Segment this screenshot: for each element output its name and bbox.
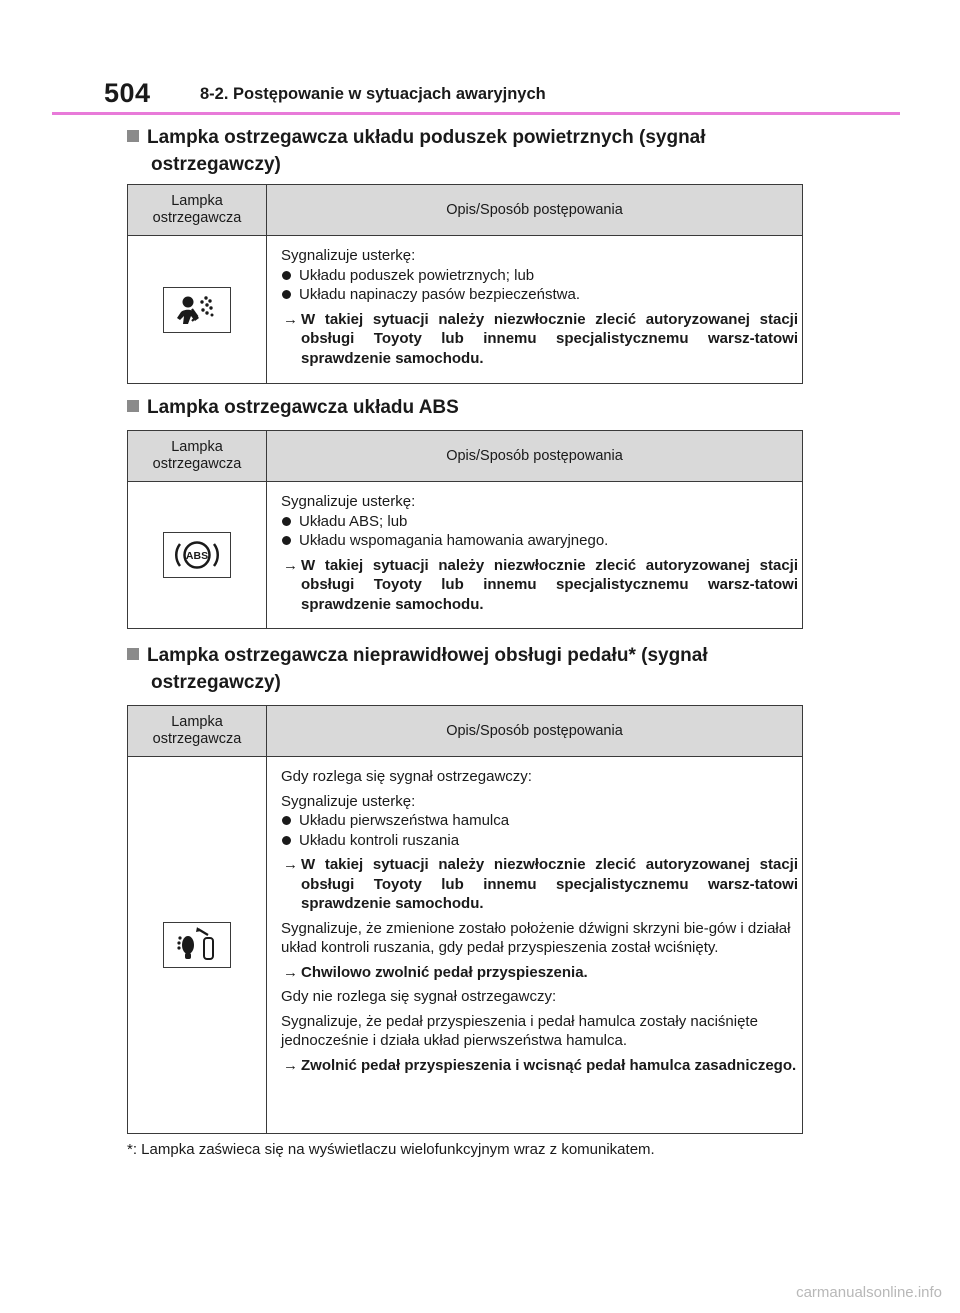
arrow-icon: → [283, 856, 298, 873]
airbag-warning-icon [163, 287, 231, 333]
arrow-icon: → [283, 963, 298, 981]
action-instruction [281, 556, 798, 615]
airbag-warning-table [127, 184, 803, 384]
list-item: Układu pierwszeństwa hamulca [281, 811, 798, 831]
section-square-icon [127, 400, 139, 412]
col-header-lamp: Lampka ostrzegawcza [128, 185, 267, 236]
chapter-title: 8-2. Postępowanie w sytuacjach awaryjnych [200, 85, 546, 103]
action-instruction [281, 1056, 798, 1076]
col-header-description: Opis/Sposób postępowania [267, 431, 803, 482]
section-title-line1: Lampka ostrzegawcza nieprawidłowej obsługi pedału* (sygnał [147, 645, 708, 666]
arrow-icon: → [283, 1056, 298, 1074]
section-title-line2: ostrzegawczy) [151, 672, 281, 693]
intro-text: Sygnalizuje usterkę: [281, 493, 416, 510]
action-text: W takiej sytuacji należy niezwłocznie zlecić autoryzowanej stacji obsługi Toyoty lub innemu specjalistycznemu warsz-tatowi sprawdzenie samochodu. [301, 556, 798, 613]
table-header-row [128, 431, 803, 482]
condition-text: Gdy nie rozlega się sygnał ostrzegawczy: [281, 988, 557, 1005]
abs-warning-icon [163, 532, 231, 578]
section-square-icon [127, 130, 139, 142]
action-instruction [281, 310, 798, 369]
action-text: W takiej sytuacji należy niezwłocznie zlecić autoryzowanej stacji obsługi Toyoty lub innemu specjalistycznemu warsz-tatowi sprawdzenie samochodu. [301, 856, 798, 912]
table-row [128, 236, 803, 384]
header-rule [52, 112, 900, 115]
action-instruction [281, 963, 798, 983]
table-header-row [128, 706, 803, 757]
section-heading-abs [127, 394, 807, 421]
description-cell [267, 482, 803, 629]
footnote: *: Lampka zaświeca się na wyświetlaczu wielofunkcyjnym wraz z komunikatem. [127, 1141, 655, 1158]
list-item: Układu wspomagania hamowania awaryjnego. [281, 531, 798, 551]
action-text: Zwolnić pedał przyspieszenia i wcisnąć pedał hamulca zasadniczego. [301, 1056, 797, 1074]
table-row [128, 482, 803, 629]
list-item: Układu ABS; lub [281, 512, 798, 532]
section-title-line1: Lampka ostrzegawcza układu ABS [147, 397, 459, 418]
list-item: Układu poduszek powietrznych; lub [281, 266, 798, 286]
section-title-line1: Lampka ostrzegawcza układu poduszek powietrznych (sygnał [147, 127, 706, 148]
table-row [128, 757, 803, 1134]
condition-text: Gdy rozlega się sygnał ostrzegawczy: [281, 768, 532, 785]
col-header-lamp: Lampka ostrzegawcza [128, 706, 267, 757]
list-item: Układu napinaczy pasów bezpieczeństwa. [281, 285, 798, 305]
action-text: W takiej sytuacji należy niezwłocznie zlecić autoryzowanej stacji obsługi Toyoty lub innemu specjalistycznemu warsz-tatowi sprawdzenie samochodu. [301, 310, 798, 367]
description-cell [267, 757, 803, 1134]
intro-text: Sygnalizuje usterkę: [281, 247, 416, 264]
col-header-description: Opis/Sposób postępowania [267, 185, 803, 236]
description-cell [267, 236, 803, 384]
icon-cell [128, 757, 267, 1134]
arrow-icon: → [283, 310, 298, 328]
action-text: Chwilowo zwolnić pedał przyspieszenia. [301, 963, 588, 981]
list-item: Układu kontroli ruszania [281, 831, 798, 851]
col-header-lamp: Lampka ostrzegawcza [128, 431, 267, 482]
page-number: 504 [104, 78, 151, 108]
abs-icon-label: ABS [185, 550, 209, 562]
intro-text: Sygnalizuje usterkę: [281, 792, 416, 810]
abs-warning-table [127, 430, 803, 629]
section-heading-airbag [127, 124, 807, 178]
action-instruction [281, 855, 798, 914]
arrow-icon: → [283, 556, 298, 574]
section-square-icon [127, 648, 139, 660]
watermark: carmanualsonline.info [796, 1284, 942, 1301]
table-header-row [128, 185, 803, 236]
explanation-text: Sygnalizuje, że zmienione zostało położenie dźwigni skrzyni bie-gów i działał układ kontroli ruszania, gdy pedał przyspieszenia został wciśnięty. [281, 919, 791, 956]
section-title-line2: ostrzegawczy) [151, 154, 281, 175]
icon-cell [128, 482, 267, 629]
col-header-description: Opis/Sposób postępowania [267, 706, 803, 757]
section-heading-pedal [127, 642, 807, 696]
pedal-warning-table [127, 705, 803, 1134]
icon-cell [128, 236, 267, 384]
pedal-warning-icon [163, 922, 231, 968]
explanation-text: Sygnalizuje, że pedał przyspieszenia i pedał hamulca zostały naciśnięte jednocześnie i działa układ pierwszeństwa hamulca. [281, 1012, 758, 1049]
